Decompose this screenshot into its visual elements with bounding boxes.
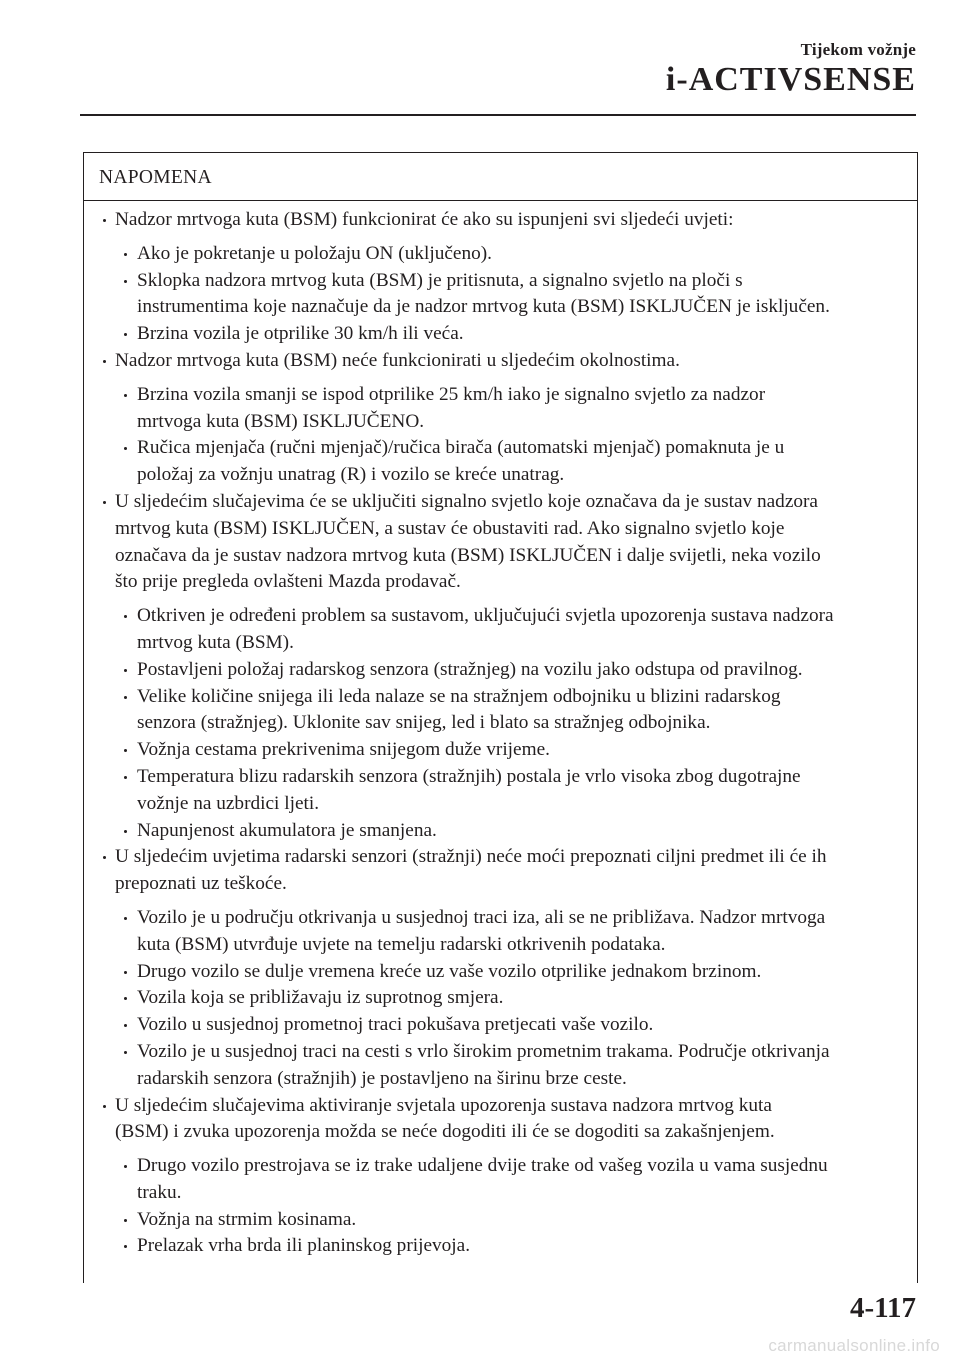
- note-subbullet: [98, 657, 905, 684]
- spacer: [98, 596, 905, 603]
- note-subbullet-line: Napunjenost akumulatora je smanjena.: [137, 819, 437, 841]
- note-subbullet: [98, 241, 905, 268]
- note-subbullet-line: kuta (BSM) utvrđuje uvjete na temelju radarski otkrivenih podataka.: [137, 933, 666, 955]
- note-subbullet-line: Vozilo u susjednoj prometnoj traci pokušava pretjecati vaše vozilo.: [137, 1014, 654, 1036]
- note-subbullet-line: Otkriven je određeni problem sa sustavom, uključujući svjetla upozorenja sustava nadzora: [137, 605, 834, 627]
- note-bullet: [98, 207, 905, 234]
- note-subbullet-line: Temperatura blizu radarskih senzora (stražnjih) postala je vrlo visoka zbog dugotrajne: [137, 765, 801, 787]
- note-subbullet-line: mrtvog kuta (BSM).: [137, 631, 294, 653]
- note-bullet: [98, 844, 905, 898]
- note-body: [84, 201, 917, 1260]
- note-subbullet-line: vožnje na uzbrdici ljeti.: [137, 792, 320, 814]
- note-subbullet-line: Sklopka nadzora mrtvog kuta (BSM) je pritisnuta, a signalno svjetlo na ploči s: [137, 269, 743, 291]
- note-subbullet-line: Brzina vozila je otprilike 30 km/h ili veća.: [137, 323, 464, 345]
- note-subbullet-line: Ako je pokretanje u položaju ON (uključeno).: [137, 242, 492, 264]
- note-subbullet-line: Velike količine snijega ili leda nalaze se na stražnjem odbojniku u blizini radarskog: [137, 685, 781, 707]
- note-subbullet-line: traku.: [137, 1181, 182, 1203]
- note-bullet-line: Nadzor mrtvoga kuta (BSM) funkcionirat će ako su ispunjeni svi sljedeći uvjeti:: [115, 209, 734, 230]
- note-subbullet: [98, 1233, 905, 1260]
- page-header: [666, 40, 916, 98]
- note-bullet: [98, 348, 905, 375]
- note-subbullet-line: Ručica mjenjača (ručni mjenjač)/ručica birača (automatski mjenjač) pomaknuta je u: [137, 437, 785, 459]
- note-subbullet-line: Vožnja cestama prekrivenima snijegom duže vrijeme.: [137, 739, 550, 761]
- spacer: [98, 375, 905, 382]
- note-bullet-line: prepoznati uz teškoće.: [115, 873, 287, 895]
- header-divider: [80, 114, 916, 116]
- note-subbullet-line: Brzina vozila smanji se ispod otprilike 25 km/h iako je signalno svjetlo za nadzor: [137, 383, 766, 405]
- note-subbullet-line: mrtvoga kuta (BSM) ISKLJUČENO.: [137, 410, 425, 432]
- note-subbullet: [98, 905, 905, 959]
- note-subbullet: [98, 1039, 905, 1093]
- note-subbullet: [98, 959, 905, 986]
- spacer: [98, 1146, 905, 1153]
- note-subbullet-line: Vozilo je u području otkrivanja u susjednoj traci iza, ali se ne približava. Nadzor mrtvoga: [137, 906, 826, 928]
- note-bullet-line: U sljedećim uvjetima radarski senzori (stražnji) neće moći prepoznati ciljni predmet ili će ih: [115, 846, 827, 868]
- note-title: NAPOMENA: [84, 153, 917, 201]
- note-subbullet: [98, 1207, 905, 1234]
- page-number: 4-117: [849, 1292, 916, 1324]
- note-subbullet: [98, 603, 905, 657]
- note-subbullet-line: Vožnja na strmim kosinama.: [137, 1208, 357, 1230]
- note-subbullet-line: Drugo vozilo se dulje vremena kreće uz vaše vozilo otprilike jednakom brzinom.: [137, 960, 762, 982]
- note-bullet-line: označava da je sustav nadzora mrtvog kuta (BSM) ISKLJUČEN i dalje svijetli, neka vozilo: [115, 544, 821, 566]
- note-subbullet: [98, 268, 905, 322]
- note-subbullet: [98, 764, 905, 818]
- note-subbullet-line: radarskih senzora (stražnjih) je postavljeno na širinu brze ceste.: [137, 1067, 627, 1089]
- spacer: [98, 898, 905, 905]
- note-subbullet: [98, 1012, 905, 1039]
- note-subbullet: [98, 684, 905, 738]
- spacer: [98, 234, 905, 241]
- chapter-label: Tijekom vožnje: [800, 40, 916, 59]
- note-subbullet-line: Vozilo je u susjednoj traci na cesti s vrlo širokim prometnim trakama. Područje otkrivanja: [137, 1040, 830, 1062]
- note-subbullet-line: instrumentima koje naznačuje da je nadzor mrtvog kuta (BSM) ISKLJUČEN je isključen.: [137, 296, 830, 318]
- note-box: [83, 152, 918, 1283]
- note-subbullet-line: Postavljeni položaj radarskog senzora (stražnjeg) na vozilu jako odstupa od pravilnog.: [137, 658, 803, 680]
- note-subbullet-line: Drugo vozilo prestrojava se iz trake udaljene dvije trake od vašeg vozila u vama susjednu: [137, 1155, 828, 1177]
- note-subbullet: [98, 985, 905, 1012]
- note-subbullet-line: Prelazak vrha brda ili planinskog prijevoja.: [137, 1235, 471, 1257]
- note-subbullet-line: senzora (stražnjeg). Uklonite sav snijeg, led i blato sa stražnjeg odbojnika.: [137, 712, 711, 734]
- note-subbullet: [98, 435, 905, 489]
- note-bullet-line: (BSM) i zvuka upozorenja možda se neće dogoditi ili će se dogoditi sa zakašnjenjem.: [115, 1121, 775, 1143]
- note-subbullet: [98, 737, 905, 764]
- note-subbullet: [98, 818, 905, 845]
- section-title: i-ACTIVSENSE: [665, 61, 916, 98]
- note-subbullet-line: Vozila koja se približavaju iz suprotnog smjera.: [137, 987, 504, 1009]
- note-bullet: [98, 489, 905, 596]
- note-subbullet: [98, 321, 905, 348]
- note-bullet-line: što prije pregleda ovlašteni Mazda prodavač.: [115, 571, 461, 593]
- note-bullet-line: Nadzor mrtvoga kuta (BSM) neće funkcionirati u sljedećim okolnostima.: [115, 349, 680, 371]
- note-subbullet: [98, 382, 905, 436]
- note-bullet-line: mrtvog kuta (BSM) ISKLJUČEN, a sustav će obustaviti rad. Ako signalno svjetlo koje: [115, 517, 785, 539]
- note-subbullet: [98, 1153, 905, 1207]
- note-bullet-line: U sljedećim slučajevima će se uključiti signalno svjetlo koje označava da je sustav nadzora: [115, 490, 818, 512]
- note-bullet-line: U sljedećim slučajevima aktiviranje svjetala upozorenja sustava nadzora mrtvog kuta: [115, 1094, 772, 1116]
- watermark: carmanualsonline.info: [768, 1336, 940, 1355]
- note-bullet: [98, 1093, 905, 1147]
- note-subbullet-line: položaj za vožnju unatrag (R) i vozilo se kreće unatrag.: [137, 464, 565, 486]
